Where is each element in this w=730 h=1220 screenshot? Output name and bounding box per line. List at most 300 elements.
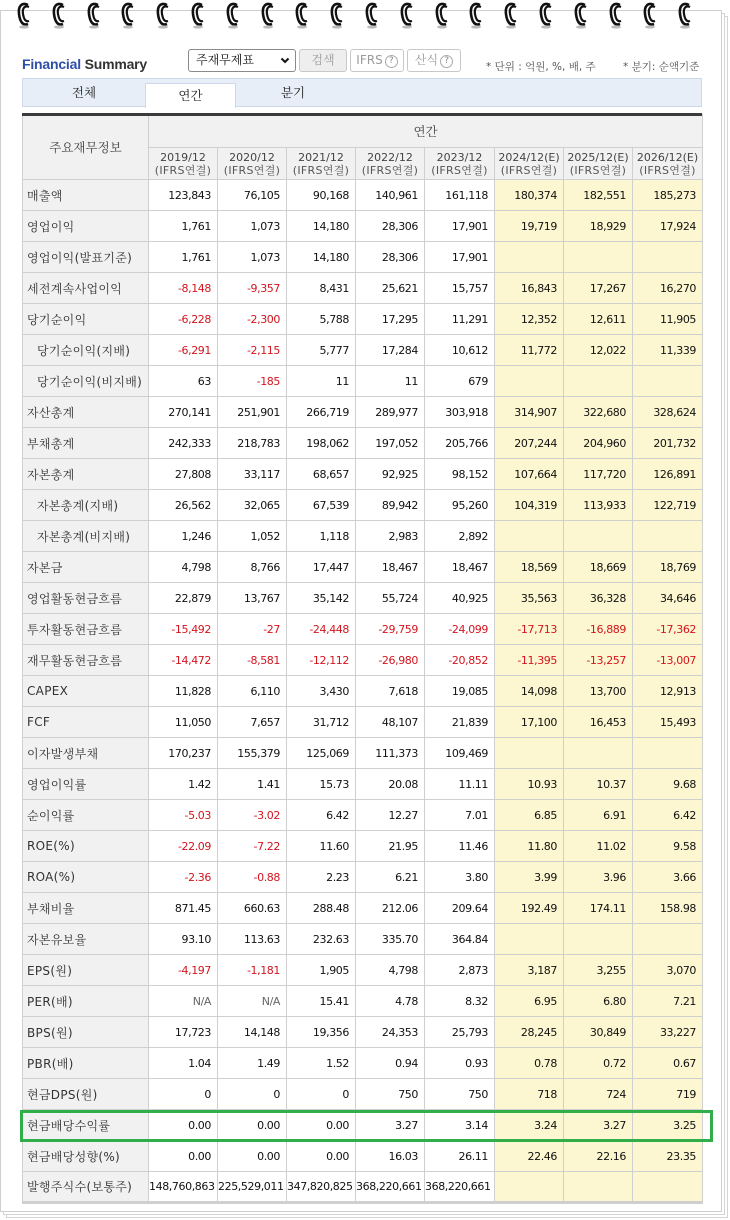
ifrs-help-button[interactable] (350, 49, 404, 72)
title-summary: Summary (84, 56, 148, 72)
cell-value: 11.02 (564, 831, 633, 862)
row-label: 발행주식수(보통주) (23, 1172, 149, 1203)
cell-value: 5,777 (287, 335, 356, 366)
cell-value: 6.21 (356, 862, 425, 893)
cell-value: 368,220,661 (356, 1172, 425, 1203)
table-row (23, 800, 703, 831)
cell-value: 40,925 (425, 583, 495, 614)
cell-value (495, 242, 564, 273)
cell-value: 90,168 (287, 180, 356, 211)
cell-value: 155,379 (218, 738, 287, 769)
cell-value: 2,892 (425, 521, 495, 552)
period-label: 2019/12 (160, 150, 206, 164)
cell-value (633, 521, 703, 552)
spiral-ring-icon (677, 1, 693, 29)
cell-value (564, 242, 633, 273)
cell-value: -12,112 (287, 645, 356, 676)
row-label: 세전계속사업이익 (23, 273, 149, 304)
financial-summary-table (22, 114, 703, 1204)
cell-value: 11,050 (149, 707, 218, 738)
cell-value: -8,148 (149, 273, 218, 304)
table-row (23, 211, 703, 242)
cell-value: 7,657 (218, 707, 287, 738)
cell-value: -16,889 (564, 614, 633, 645)
cell-value: 104,319 (495, 490, 564, 521)
spiral-ring-icon (225, 1, 241, 29)
cell-value: 4,798 (149, 552, 218, 583)
cell-value: 125,069 (287, 738, 356, 769)
cell-value: 11,772 (495, 335, 564, 366)
cell-value: 6.85 (495, 800, 564, 831)
row-label: 투자활동현금흐름 (23, 614, 149, 645)
cell-value (495, 1172, 564, 1203)
table-row (23, 335, 703, 366)
row-label: 부채총계 (23, 428, 149, 459)
cell-value: 266,719 (287, 397, 356, 428)
period-label: 2022/12 (367, 150, 413, 164)
column-group-annual: 연간 (149, 115, 703, 148)
cell-value: 2.23 (287, 862, 356, 893)
cell-value: 6.42 (633, 800, 703, 831)
table-row (23, 304, 703, 335)
row-label: 자본금 (23, 552, 149, 583)
cell-value: 11 (356, 366, 425, 397)
cell-value: 1,118 (287, 521, 356, 552)
basis-label: (IFRS연결) (292, 163, 350, 177)
cell-value: 10,612 (425, 335, 495, 366)
cell-value: 7,618 (356, 676, 425, 707)
cell-value: 89,942 (356, 490, 425, 521)
cell-value: 16,453 (564, 707, 633, 738)
cell-value: 3,070 (633, 955, 703, 986)
cell-value: 3.24 (495, 1110, 564, 1141)
spiral-ring-icon (642, 1, 658, 29)
cell-value: -1,181 (218, 955, 287, 986)
cell-value: 201,732 (633, 428, 703, 459)
row-label: BPS(원) (23, 1017, 149, 1048)
cell-value: 17,901 (425, 242, 495, 273)
cell-value: 4,798 (356, 955, 425, 986)
cell-value: -11,395 (495, 645, 564, 676)
table-row (23, 893, 703, 924)
row-label: 부채비율 (23, 893, 149, 924)
table-row (23, 1048, 703, 1079)
cell-value: -7.22 (218, 831, 287, 862)
cell-value: -185 (218, 366, 287, 397)
cell-value: 192.49 (495, 893, 564, 924)
cell-value: 13,700 (564, 676, 633, 707)
cell-value: 6.91 (564, 800, 633, 831)
cell-value: 0.93 (425, 1048, 495, 1079)
cell-value (633, 242, 703, 273)
row-label: 재무활동현금흐름 (23, 645, 149, 676)
row-label: PBR(배) (23, 1048, 149, 1079)
search-button[interactable]: 검색 (299, 49, 347, 72)
column-header-period (564, 148, 633, 180)
basis-label: (IFRS연결) (361, 163, 419, 177)
cell-value: 13,767 (218, 583, 287, 614)
cell-value: 148,760,863 (149, 1172, 218, 1203)
section-title (22, 56, 147, 72)
cell-value: 11 (287, 366, 356, 397)
cell-value: 14,098 (495, 676, 564, 707)
spiral-ring-icon (51, 1, 67, 29)
cell-value: 1.42 (149, 769, 218, 800)
spiral-ring-icon (190, 1, 206, 29)
cell-value: -9,357 (218, 273, 287, 304)
cell-value: 719 (633, 1079, 703, 1110)
cell-value: 3.25 (633, 1110, 703, 1141)
cell-value: 3,255 (564, 955, 633, 986)
row-label: 자본유보율 (23, 924, 149, 955)
cell-value: 117,720 (564, 459, 633, 490)
cell-value: 182,551 (564, 180, 633, 211)
table-row (23, 583, 703, 614)
cell-value: 32,065 (218, 490, 287, 521)
cell-value: 660.63 (218, 893, 287, 924)
table-row (23, 459, 703, 490)
question-circle-icon: ? (440, 55, 453, 68)
cell-value: 0 (149, 1079, 218, 1110)
cell-value (633, 1172, 703, 1203)
cell-value: 17,267 (564, 273, 633, 304)
cell-value: 3.27 (356, 1110, 425, 1141)
row-label: 이자발생부채 (23, 738, 149, 769)
cell-value: 17,901 (425, 211, 495, 242)
row-label: CAPEX (23, 676, 149, 707)
row-label: 현금DPS(원) (23, 1079, 149, 1110)
spiral-ring-icon (468, 1, 484, 29)
spiral-ring-icon (608, 1, 624, 29)
title-financial: Financial (22, 56, 81, 72)
cell-value: 1.04 (149, 1048, 218, 1079)
row-label: 자본총계(지배) (23, 490, 149, 521)
spiral-ring-icon (260, 1, 276, 29)
cell-value (564, 1172, 633, 1203)
cell-value: 35,563 (495, 583, 564, 614)
cell-value: 17,447 (287, 552, 356, 583)
cell-value: 1,905 (287, 955, 356, 986)
cell-value: N/A (149, 986, 218, 1017)
cell-value: -2.36 (149, 862, 218, 893)
period-label: 2026/12(E) (636, 150, 699, 164)
cell-value: -6,291 (149, 335, 218, 366)
statement-type-select[interactable] (188, 49, 296, 72)
cell-value: 31,712 (287, 707, 356, 738)
cell-value: 174.11 (564, 893, 633, 924)
cell-value: 111,373 (356, 738, 425, 769)
cell-value: 871.45 (149, 893, 218, 924)
cell-value: 122,719 (633, 490, 703, 521)
cell-value: 12,913 (633, 676, 703, 707)
cell-value: 11,339 (633, 335, 703, 366)
cell-value: 5,788 (287, 304, 356, 335)
row-label: 영업이익 (23, 211, 149, 242)
cell-value: -4,197 (149, 955, 218, 986)
basis-label: (IFRS연결) (154, 163, 212, 177)
cell-value: 335.70 (356, 924, 425, 955)
spiral-binding (0, 0, 730, 32)
table-row-highlighted (23, 1110, 703, 1141)
cell-value: 242,333 (149, 428, 218, 459)
cell-value (495, 738, 564, 769)
chevron-down-icon (280, 50, 290, 79)
cell-value: 289,977 (356, 397, 425, 428)
cell-value: 218,783 (218, 428, 287, 459)
cell-value: 26.11 (425, 1141, 495, 1172)
row-label: 영업활동현금흐름 (23, 583, 149, 614)
row-label: FCF (23, 707, 149, 738)
cell-value: 17,924 (633, 211, 703, 242)
row-label: EPS(원) (23, 955, 149, 986)
cell-value (564, 924, 633, 955)
cell-value: -2,115 (218, 335, 287, 366)
spiral-ring-icon (329, 1, 345, 29)
cell-value: 95,260 (425, 490, 495, 521)
cell-value: 303,918 (425, 397, 495, 428)
cell-value: 11,291 (425, 304, 495, 335)
cell-value: 198,062 (287, 428, 356, 459)
cell-value: 18,467 (356, 552, 425, 583)
cell-value: -6,228 (149, 304, 218, 335)
unit-note: * 단위 : 억원, %, 배, 주 (486, 61, 596, 73)
row-label: 매출액 (23, 180, 149, 211)
cell-value: 12,022 (564, 335, 633, 366)
cell-value: 92,925 (356, 459, 425, 490)
cell-value: 1,052 (218, 521, 287, 552)
cell-value: 1,761 (149, 211, 218, 242)
cell-value: 113,933 (564, 490, 633, 521)
spiral-ring-icon (573, 1, 589, 29)
cell-value: 204,960 (564, 428, 633, 459)
row-label: 현금배당성향(%) (23, 1141, 149, 1172)
table-row (23, 242, 703, 273)
table-row (23, 1141, 703, 1172)
cell-value: 27,808 (149, 459, 218, 490)
cell-value: 0.67 (633, 1048, 703, 1079)
row-label: 영업이익률 (23, 769, 149, 800)
cell-value: 23.35 (633, 1141, 703, 1172)
cell-value: -2,300 (218, 304, 287, 335)
cell-value: 123,843 (149, 180, 218, 211)
cell-value: 12,352 (495, 304, 564, 335)
column-header-period (218, 148, 287, 180)
cell-value: 109,469 (425, 738, 495, 769)
cell-value (495, 924, 564, 955)
cell-value: 55,724 (356, 583, 425, 614)
cell-value: 8.32 (425, 986, 495, 1017)
cell-value: 158.98 (633, 893, 703, 924)
column-header-period (149, 148, 218, 180)
cell-value: 347,820,825 (287, 1172, 356, 1203)
period-label: 2023/12 (436, 150, 483, 164)
table-row (23, 862, 703, 893)
cell-value: 7.01 (425, 800, 495, 831)
cell-value: 107,664 (495, 459, 564, 490)
cell-value: 0.78 (495, 1048, 564, 1079)
cell-value: 25,621 (356, 273, 425, 304)
cell-value: -29,759 (356, 614, 425, 645)
cell-value: 209.64 (425, 893, 495, 924)
table-row (23, 924, 703, 955)
cell-value: 8,766 (218, 552, 287, 583)
cell-value: 3.27 (564, 1110, 633, 1141)
cell-value: -13,007 (633, 645, 703, 676)
period-tabs (22, 78, 702, 107)
row-label: 당기순이익(비지배) (23, 366, 149, 397)
table-row (23, 614, 703, 645)
cell-value: 328,624 (633, 397, 703, 428)
cell-value: 10.93 (495, 769, 564, 800)
cell-value: 251,901 (218, 397, 287, 428)
cell-value: 22.16 (564, 1141, 633, 1172)
cell-value: 98,152 (425, 459, 495, 490)
cell-value: 197,052 (356, 428, 425, 459)
cell-value: -24,099 (425, 614, 495, 645)
cell-value: 18,467 (425, 552, 495, 583)
cell-value: 1.41 (218, 769, 287, 800)
cell-value: 17,100 (495, 707, 564, 738)
cell-value: 0.00 (218, 1110, 287, 1141)
cell-value: 93.10 (149, 924, 218, 955)
row-label: 영업이익(발표기준) (23, 242, 149, 273)
cell-value: 3.80 (425, 862, 495, 893)
tab-quarter[interactable]: 분기 (280, 85, 306, 100)
cell-value: 205,766 (425, 428, 495, 459)
cell-value: 1.49 (218, 1048, 287, 1079)
cell-value: 3,430 (287, 676, 356, 707)
cell-value: 364.84 (425, 924, 495, 955)
cell-value: 9.68 (633, 769, 703, 800)
cell-value: 3.66 (633, 862, 703, 893)
cell-value (564, 366, 633, 397)
table-row (23, 490, 703, 521)
cell-value: 14,180 (287, 211, 356, 242)
cell-value: -22.09 (149, 831, 218, 862)
cell-value: 33,227 (633, 1017, 703, 1048)
cell-value: 11,828 (149, 676, 218, 707)
cell-value: 6.95 (495, 986, 564, 1017)
spiral-ring-icon (434, 1, 450, 29)
cell-value: 368,220,661 (425, 1172, 495, 1203)
cell-value: 126,891 (633, 459, 703, 490)
cell-value: 63 (149, 366, 218, 397)
cell-value: -13,257 (564, 645, 633, 676)
spiral-ring-icon (538, 1, 554, 29)
row-label: 순이익률 (23, 800, 149, 831)
cell-value: 68,657 (287, 459, 356, 490)
cell-value: 1,761 (149, 242, 218, 273)
cell-value: 6.42 (287, 800, 356, 831)
column-header-period (425, 148, 495, 180)
cell-value: 6,110 (218, 676, 287, 707)
cell-value: 14,148 (218, 1017, 287, 1048)
cell-value: 30,849 (564, 1017, 633, 1048)
cell-value: 679 (425, 366, 495, 397)
cell-value: 35,142 (287, 583, 356, 614)
cell-value: 22,879 (149, 583, 218, 614)
spiral-ring-icon (86, 1, 102, 29)
cell-value: 19,719 (495, 211, 564, 242)
table-row (23, 180, 703, 211)
cell-value: 270,141 (149, 397, 218, 428)
row-label: 현금배당수익률 (23, 1110, 149, 1141)
spiral-ring-icon (120, 1, 136, 29)
cell-value: 9.58 (633, 831, 703, 862)
spiral-ring-icon (155, 1, 171, 29)
cell-value: 3.99 (495, 862, 564, 893)
cell-value: 21,839 (425, 707, 495, 738)
cell-value: 17,723 (149, 1017, 218, 1048)
cell-value (495, 366, 564, 397)
row-label: ROE(%) (23, 831, 149, 862)
table-row (23, 738, 703, 769)
period-label: 2025/12(E) (567, 150, 629, 164)
ifrs-label: IFRS (356, 53, 383, 67)
formula-label: 산식 (414, 53, 439, 67)
cell-value: 0.00 (287, 1110, 356, 1141)
cell-value: -5.03 (149, 800, 218, 831)
cell-value (633, 366, 703, 397)
row-label: PER(배) (23, 986, 149, 1017)
cell-value: -8,581 (218, 645, 287, 676)
cell-value: -27 (218, 614, 287, 645)
cell-value: 140,961 (356, 180, 425, 211)
period-label: 2021/12 (298, 150, 344, 164)
table-row (23, 831, 703, 862)
row-label: 자본총계(비지배) (23, 521, 149, 552)
cell-value (495, 521, 564, 552)
table-row (23, 707, 703, 738)
cell-value: 11.60 (287, 831, 356, 862)
cell-value: 11,905 (633, 304, 703, 335)
spiral-ring-icon (399, 1, 415, 29)
tab-annual[interactable]: 연간 (145, 83, 236, 108)
spiral-ring-icon (294, 1, 310, 29)
basis-label: (IFRS연결) (639, 163, 696, 177)
cell-value: 17,284 (356, 335, 425, 366)
tab-all[interactable]: 전체 (71, 85, 97, 100)
spiral-ring-icon (16, 1, 32, 29)
cell-value: 718 (495, 1079, 564, 1110)
column-header-period (287, 148, 356, 180)
cell-value: 20.08 (356, 769, 425, 800)
cell-value: 6.80 (564, 986, 633, 1017)
formula-help-button[interactable] (407, 49, 461, 72)
cell-value: 314,907 (495, 397, 564, 428)
cell-value: N/A (218, 986, 287, 1017)
column-header-period (633, 148, 703, 180)
cell-value: 18,569 (495, 552, 564, 583)
table-row (23, 645, 703, 676)
cell-value: -0.88 (218, 862, 287, 893)
period-label: 2024/12(E) (498, 150, 560, 164)
cell-value: 25,793 (425, 1017, 495, 1048)
cell-value: 0 (218, 1079, 287, 1110)
question-circle-icon: ? (385, 55, 398, 68)
cell-value: 19,085 (425, 676, 495, 707)
row-label: 당기순이익 (23, 304, 149, 335)
cell-value: 15.73 (287, 769, 356, 800)
spiral-ring-icon (364, 1, 380, 29)
cell-value (633, 738, 703, 769)
cell-value (564, 521, 633, 552)
cell-value: 750 (425, 1079, 495, 1110)
row-label: 자산총계 (23, 397, 149, 428)
cell-value: 34,646 (633, 583, 703, 614)
cell-value: 1,246 (149, 521, 218, 552)
cell-value: -14,472 (149, 645, 218, 676)
